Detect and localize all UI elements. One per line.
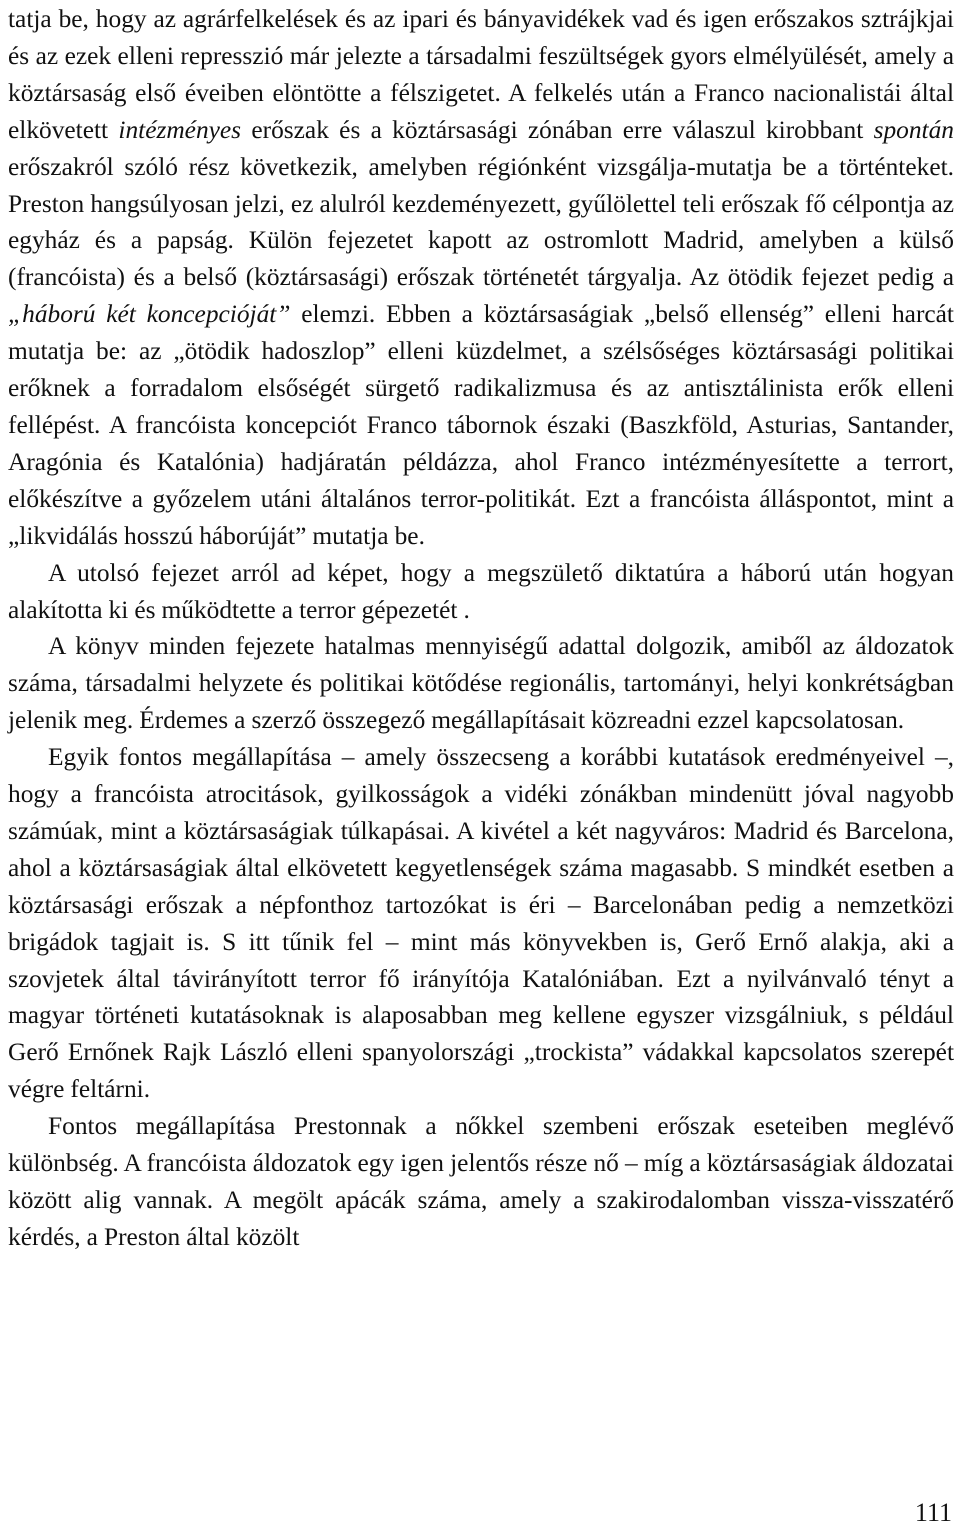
paragraph-4 [8,739,954,1108]
paragraph-1 [8,1,954,555]
text-run: A utolsó fejezet arról ad képet, hogy a megszülető diktatúra a háború után hogyan alakította ki és működtette a terror gépezetét . [8,558,954,624]
paragraph-5 [8,1108,954,1256]
text-run: tatja be, hogy az agrárfelkelések és az ipari és bányavidékek vad és igen erőszakos sztrájkjai és az ezek elleni represszió már jelezte a társadalmi feszültségek gyors elmélyülését, amely a köztársaság első éveiben elöntötte a félszigetet. A felkelés után a Franco nacionalistái által elkövetett [8,5,954,144]
page-body [8,0,954,1256]
italic-text-run: intézményes [118,115,242,144]
page-number: 111 [914,1498,952,1527]
paragraph-3 [8,628,954,739]
text-run: Egyik fontos megállapítása – amely összecseng a korábbi kutatások eredményeivel –, hogy a francóista atrocitások, gyilkosságok a vidéki zónákban mindenütt jóval nagyobb számúak, mint a köztársaságiak túlkapásai. A kivétel a két nagyváros: Madrid és Barcelona, ahol a köztársaságiak által elkövetett kegyetlenségek száma magasabb. S mindkét esetben a köztársasági erőszak a népfonthoz tartozókat is éri – Barcelonában pedig a nemzetközi brigádok tagjait is. S itt tűnik fel – mint más könyvekben is, Gerő Ernő alakja, aki a szovjetek által távirányított terror fő irányítója Katalóniában. Ezt a nyilvánvaló tényt a magyar történeti kutatásoknak is alaposabban meg kellene egyszer vizsgálniuk, s például Gerő Ernőnek Rajk László elleni spanyolországi „trockista” vádakkal kapcsolatos szerepét végre feltárni. [8,743,954,1104]
text-run: Fontos megállapítása Prestonnak a nőkkel szembeni erőszak eseteiben meglévő különbség. A francóista áldozatok egy igen jelentős része nő – míg a köztársaságiak áldozatai között alig vannak. A megölt apácák száma, amely a szakirodalomban vissza-visszatérő kérdés, a Preston által közölt [8,1112,954,1251]
text-run: erőszakról szóló rész következik, amelyben régiónként vizsgálja-mutatja be a történteket. Preston hangsúlyosan jelzi, ez alulról kezdeményezett, gyűlölettel teli erőszak fő célpontja az egyház és a papság. Külön fejezetet kapott az ostromlott Madrid, amelyben a külső (francóista) és a belső (köztársasági) erőszak történetét tárgyalja. Az ötödik fejezet pedig a [8,152,954,292]
text-run: A könyv minden fejezete hatalmas mennyiségű adattal dolgozik, amiből az áldozatok száma, társadalmi helyzete és politikai kötődése regionális, tartományi, helyi konkrétságban jelenik meg. Érdemes a szerző összegező megállapításait közreadni ezzel kapcsolatosan. [8,632,954,735]
italic-text-run: „háború két koncepcióját” [8,300,291,329]
italic-text-run: spontán [873,115,954,144]
text-run: elemzi. Ebben a köztársaságiak „belső ellenség” elleni harcát mutatja be: az „ötödik hadoszlop” elleni küzdelmet, a szélsőséges köztársasági politikai erőknek a forradalom elsőségét sürgető radikalizmusa és az antisztálinista erők elleni fellépést. A francóista koncepciót Franco tábornok északi (Baszkföld, Asturias, Santander, Aragónia és Katalónia) hadjáratán példázza, ahol Franco intézményesítette a terrort, előkészítve a győzelem utáni általános terror-politikát. Ezt a francóista álláspontot, mint a „likvidálás hosszú háborúját” mutatja be. [8,300,954,550]
text-run: erőszak és a köztársasági zónában erre válaszul kirobbant [241,115,874,144]
paragraph-2 [8,555,954,629]
